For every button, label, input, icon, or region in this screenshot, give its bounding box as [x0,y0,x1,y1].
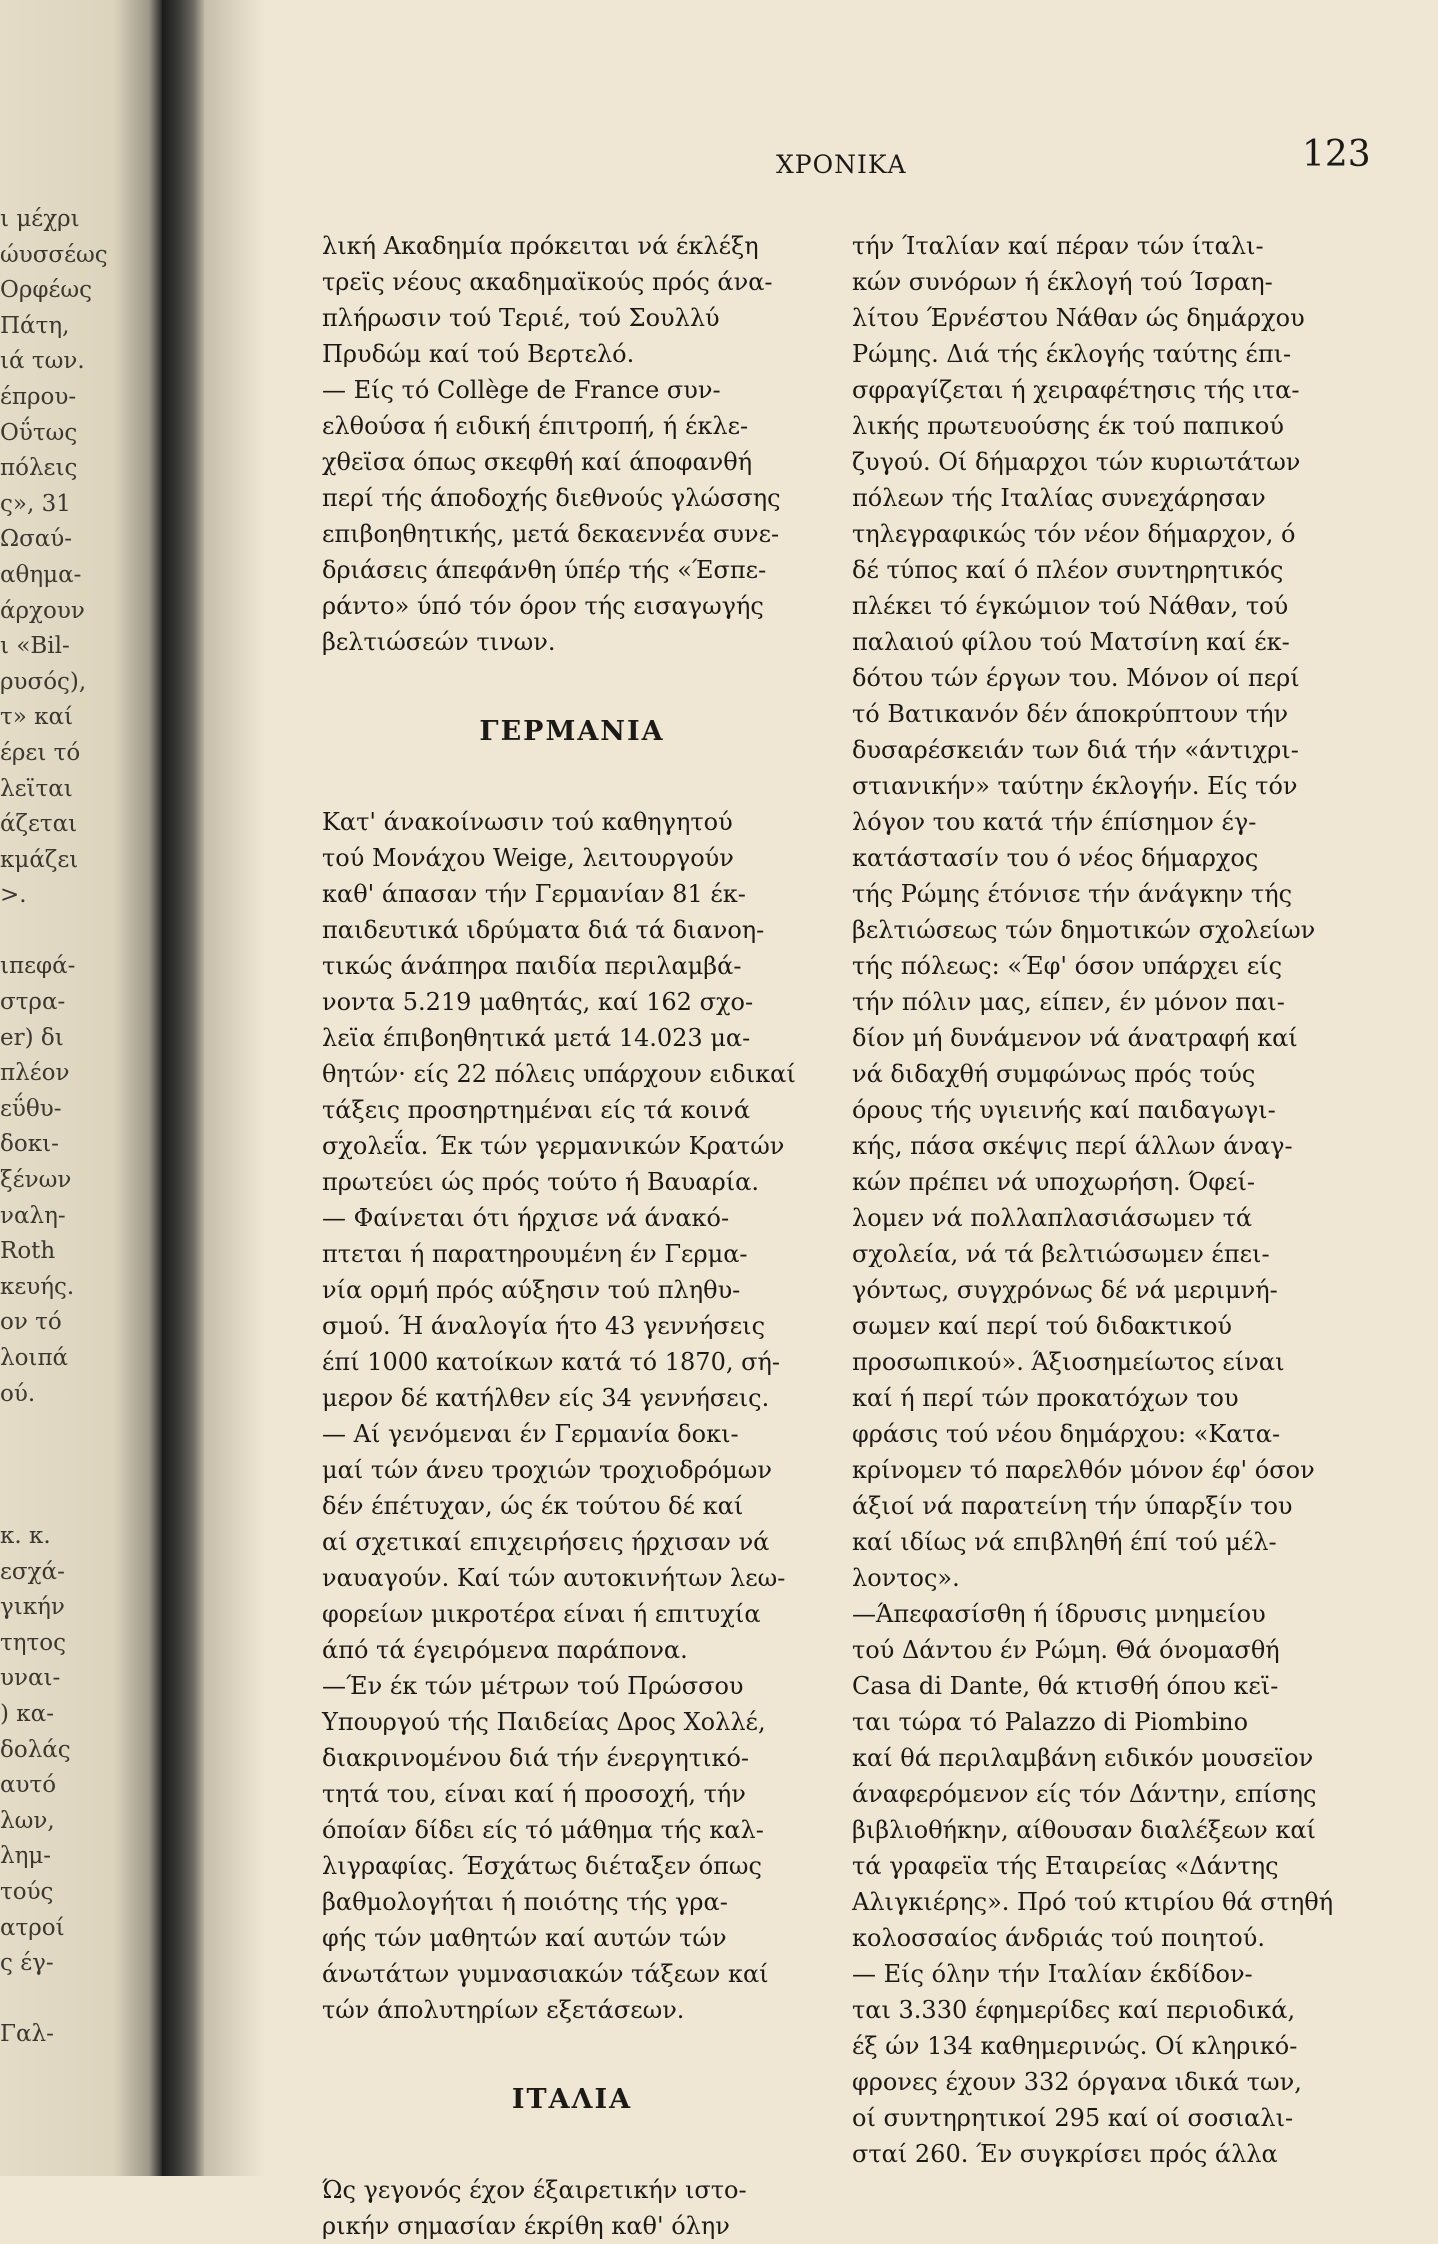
facing-page-line [0,914,162,950]
text-line: θητών· είς 22 πόλεις υπάρχουν ειδικαί [322,1060,796,1088]
text-line: διακρινομένου διά τήν ένεργητικό- [322,1744,750,1772]
facing-page-line: ρυσός), [0,668,87,695]
text-line: Κατ' άνακοίνωσιν τού καθηγητού [322,808,733,836]
text-line: όρους τής υγιεινής καί παιδαγωγι- [852,1096,1276,1124]
text-line: τήν πόλιν μας, είπεν, έν μόνον παι- [852,988,1285,1016]
facing-page-line: ιά των. [0,348,85,375]
text-line: χθεϊσα όπως σκεφθή καί άποφανθή [322,448,753,476]
text-line: —Άπεφασίσθη ή ίδρυσις μνημείου [852,1600,1266,1628]
text-line: — Είς όλην τήν Ιταλίαν έκδίδον- [852,1960,1253,1988]
facing-page-line: κ. κ. [0,1522,51,1549]
facing-page-line: ι μέχρι [0,206,80,232]
text-line: κολοσσαίος άνδριάς τού ποιητού. [852,1924,1265,1952]
facing-page-line: λεϊται [0,775,73,802]
text-line: σχολεΐα. Έκ τών γερμανικών Κρατών [322,1132,785,1160]
facing-page-line: λοιπά [0,1345,69,1371]
text-line: αί σχετικαί επιχειρήσεις ήρχισαν νά [322,1528,770,1556]
facing-page-line: λημ- [0,1843,52,1870]
facing-page-line [0,1448,162,1484]
facing-page-line [0,1412,162,1448]
facing-page-line: er) δι [0,1024,64,1051]
running-head: ΧΡΟΝΙΚΑ [776,150,907,179]
text-line: πόλεων τής Ιταλίας συνεχάρησαν [852,484,1266,512]
text-line: γόντως, συγχρόνως δέ νά μεριμνή- [852,1276,1278,1304]
text-line: τού Μονάχου Weige, λειτουργούν [322,844,734,872]
text-line: πλέκει τό έγκώμιον τού Νάθαν, τού [852,592,1289,620]
facing-page-line: πλέον [0,1060,70,1087]
text-line: ται 3.330 έφημερίδες καί περιοδικά, [852,1996,1296,2024]
section-heading-germany: ΓΕΡΜΑΝΙΑ [479,716,665,747]
facing-page-line: Ωσαύ- [0,526,73,553]
text-line: έξ ών 134 καθημερινώς. Οί κληρικό- [852,2032,1298,2060]
text-line: νία ορμή πρός αύξησιν τού πληθυ- [322,1276,741,1304]
italy-section-start [322,2172,822,2244]
text-line: οί συντηρητικοί 295 καί οί σοσιαλι- [852,2104,1294,2132]
book-gutter [162,0,204,2176]
facing-page-line: ξένων [0,1167,72,1194]
text-line: φρονες έχουν 332 όργανα ιδικά των, [852,2068,1302,2096]
text-line: δυσαρέσκειάν των διά τήν «άντιχρι- [852,736,1299,764]
facing-page-line: γικήν [0,1594,65,1621]
text-line: μερον δέ κατήλθεν είς 34 γεννήσεις. [322,1384,770,1412]
text-line: τής πόλεως: «Έφ' όσον υπάρχει είς [852,952,1283,980]
text-line: λεϊα έπιβοηθητικά μετά 14.023 μα- [322,1024,751,1052]
text-line: ται τώρα τό Palazzo di Piombino [852,1708,1249,1736]
text-line: — Είς τό Collège de France συν- [322,376,721,404]
facing-page-line: Οΰτως [0,419,78,446]
facing-page-line: ) κα- [0,1700,54,1727]
text-line: άπό τά έγειρόμενα παράπονα. [322,1636,688,1664]
text-line: βαθμολογήται ή ποιότης τής γρα- [322,1888,728,1916]
intro-paragraphs [322,228,822,660]
text-line: άνωτάτων γυμνασιακών τάξεων καί [322,1960,769,1988]
page-number: 123 [1302,134,1371,175]
facing-page-line: ι «Bil- [0,633,70,660]
text-line: άναφερόμενον είς τόν Δάντην, επίσης [852,1780,1317,1808]
text-line: κής, πάσα σκέψις περί άλλων άναγ- [852,1132,1293,1160]
text-line: τά γραφεϊα τής Εταιρείας «Δάντης [852,1852,1279,1880]
text-line: καθ' άπασαν τήν Γερμανίαν 81 έκ- [322,880,746,908]
text-line: νοντα 5.219 μαθητάς, καί 162 σχο- [322,988,754,1016]
facing-page-line: ιπεφά- [0,953,76,980]
text-line: λόγον του κατά τήν έπίσημον έγ- [852,808,1257,836]
facing-page-line: κμάζει [0,846,79,873]
facing-page-line: >. [0,882,27,909]
text-line: όποίαν δίδει είς τό μάθημα τής καλ- [322,1816,764,1844]
facing-page-line: ναλη- [0,1202,66,1229]
text-line: παιδευτικά ιδρύματα διά τά διανοη- [322,916,765,944]
text-line: άξιοί νά παρατείνη τήν ύπαρξίν του [852,1492,1293,1520]
text-line: δέ τύπος καί ό πλέον συντηρητικός [852,556,1284,584]
facing-page-line: κευής. [0,1273,75,1300]
text-line: τάξεις προσηρτημέναι είς τά κοινά [322,1096,751,1124]
facing-page-line: τητος [0,1629,66,1656]
facing-page-line: εσχά- [0,1558,65,1585]
text-line: τού Δάντου έν Ρώμη. Θά όνομασθή [852,1636,1280,1664]
text-line: λοντος». [852,1564,960,1592]
text-line: Υπουργού τής Παιδείας Δρος Χολλέ, [322,1708,766,1736]
text-line: ρικήν σημασίαν έκρίθη καθ' όλην [322,2212,730,2240]
facing-page-line: λων, [0,1807,55,1834]
text-line: φράσις τού νέου δημάρχου: «Κατα- [852,1420,1281,1448]
facing-page-line: αθημα- [0,561,82,588]
text-line: σωμεν καί περί τού διδακτικού [852,1312,1232,1340]
facing-page-line: άζεται [0,811,78,838]
text-line: νά διδαχθή συμφώνως πρός τούς [852,1060,1256,1088]
text-line: κατάστασίν του ό νέος δήμαρχος [852,844,1259,872]
text-line: ζυγού. Οί δήμαρχοι τών κυριωτάτων [852,448,1301,476]
text-line: βελτιώσεως τών δημοτικών σχολείων [852,916,1316,944]
text-line: σφραγίζεται ή χειραφέτησις τής ιτα- [852,376,1300,404]
facing-page-line: Roth [0,1238,56,1265]
text-column-left [322,228,822,2244]
text-line: προσωπικού». Άξιοσημείωτος είναι [852,1348,1285,1376]
text-line: τρεϊς νέους ακαδημαϊκούς πρός άνα- [322,268,773,296]
facing-page-line: ς», 31 [0,490,71,517]
text-line: δέν έπέτυχαν, ώς έκ τούτου δέ καί [322,1492,744,1520]
facing-page-text [0,202,162,2053]
text-line: κρίνομεν τό παρελθόν μόνον έφ' όσον [852,1456,1315,1484]
text-line: λομεν νά πολλαπλασιάσωμεν τά [852,1204,1253,1232]
facing-page-line [0,1483,162,1519]
text-line: Ρώμης. Διά τής έκλογής ταύτης έπι- [852,340,1292,368]
facing-page-line: ώυσσέως [0,241,108,268]
text-line: σχολεία, νά τά βελτιώσωμεν έπει- [852,1240,1270,1268]
facing-page-line: δολάς [0,1736,71,1763]
facing-page-line: εΰθυ- [0,1095,62,1122]
text-line: τικώς άνάπηρα παιδία περιλαμβά- [322,952,742,980]
facing-page-line: άρχουν [0,597,85,624]
text-line: λίτου Έρνέστου Νάθαν ώς δημάρχου [852,304,1305,332]
text-line: περί τής άποδοχής διεθνούς γλώσσης [322,484,781,512]
text-line: έπί 1000 κατοίκων κατά τό 1870, σή- [322,1348,780,1376]
facing-page-line: υναι- [0,1665,61,1692]
text-line: — Φαίνεται ότι ήρχισε νά άνακό- [322,1204,730,1232]
facing-page-line: στρα- [0,989,66,1016]
text-line: φορείων μικροτέρα είναι ή επιτυχία [322,1600,761,1628]
facing-page-line: τούς [0,1878,54,1905]
facing-page-line: ατροί [0,1914,65,1941]
facing-page-line [0,1982,162,2018]
text-line: τηλεγραφικώς τόν νέον δήμαρχον, ό [852,520,1296,548]
text-line: λικής πρωτευούσης έκ τού παπικού [852,412,1284,440]
text-line: τών άπολυτηρίων εξετάσεων. [322,1996,685,2024]
text-column-right [852,228,1372,2172]
facing-page-fragment [0,0,162,2176]
facing-page-line: ού. [0,1380,36,1407]
text-line: λιγραφίας. Έσχάτως διέταξεν όπως [322,1852,762,1880]
text-line: παλαιού φίλου τού Ματσίνη καί έκ- [852,628,1290,656]
text-line: ράντο» ύπό τόν όρον τής εισαγωγής [322,592,764,620]
text-line: σμού. Ή άναλογία ήτο 43 γεννήσεις [322,1312,766,1340]
text-line: κών πρέπει νά υποχωρήση. Όφεί- [852,1168,1256,1196]
text-line: τής Ρώμης έτόνισε τήν άνάγκην τής [852,880,1293,908]
text-line: μαί τών άνευ τροχιών τροχιοδρόμων [322,1456,772,1484]
text-line: βιβλιοθήκην, αίθουσαν διαλέξεων καί [852,1816,1316,1844]
text-line: καί θά περιλαμβάνη ειδικόν μουσεϊον [852,1744,1314,1772]
text-line: δότου τών έργων του. Μόνον οί περί [852,664,1300,692]
text-line: Ώς γεγονός έχον έξαιρετικήν ιστο- [322,2176,747,2204]
facing-page-line: έπρου- [0,383,77,410]
facing-page-line: ον τό [0,1309,62,1336]
text-line: τητά του, είναι καί ή προσοχή, τήν [322,1780,746,1808]
text-line: πλήρωσιν τού Τεριέ, τού Σουλλύ [322,304,720,332]
text-line: στιανικήν» ταύτην έκλογήν. Είς τόν [852,772,1298,800]
text-line: Πρυδώμ καί τού Βερτελό. [322,340,635,368]
text-line: — Αί γενόμεναι έν Γερμανία δοκι- [322,1420,739,1448]
text-line: —Έν έκ τών μέτρων τού Πρώσσου [322,1672,744,1700]
text-line: κών συνόρων ή έκλογή τού Ίσραη- [852,268,1273,296]
text-line: ναυαγούν. Καί τών αυτοκινήτων λεω- [322,1564,786,1592]
text-line: ελθούσα ή ειδική έπιτροπή, ή έκλε- [322,412,749,440]
text-line: λική Ακαδημία πρόκειται νά έκλέξη [322,232,759,260]
text-line: τό Βατικανόν δέν άποκρύπτουν τήν [852,700,1289,728]
text-line: πτεται ή παρατηρουμένη έν Γερμα- [322,1240,748,1268]
text-line: Αλιγκιέρης». Πρό τού κτιρίου θά στηθή [852,1888,1334,1916]
facing-page-line: πόλεις [0,455,78,482]
text-line: τήν Ίταλίαν καί πέραν τών ίταλι- [852,232,1264,260]
text-line: σταί 260. Έν συγκρίσει πρός άλλα [852,2140,1278,2168]
text-line: Casa di Dante, θά κτισθή όπου κεϊ- [852,1672,1279,1700]
section-heading-italy: ΙΤΑΛΙΑ [511,2084,633,2115]
text-line: καί ιδίως νά επιβληθή έπί τού μέλ- [852,1528,1277,1556]
facing-page-line: έρει τό [0,739,81,766]
facing-page-line: αυτό [0,1772,57,1799]
text-line: φής τών μαθητών καί αυτών τών [322,1924,727,1952]
facing-page-line: Ορφέως [0,277,93,304]
text-line: επιβοηθητικής, μετά δεκαεννέα συνε- [322,520,780,548]
text-line: δίον μή δυνάμενον νά άνατραφή καί [852,1024,1298,1052]
text-line: πρωτεύει ώς πρός τούτο ή Βαυαρία. [322,1168,759,1196]
text-line: δριάσεις άπεφάνθη ύπέρ τής «Έσπε- [322,556,767,584]
facing-page-line: ς έγ- [0,1950,54,1977]
facing-page-line: Γαλ- [0,2021,54,2048]
facing-page-line: Πάτη, [0,312,70,339]
facing-page-line: τ» καί [0,704,74,731]
text-line: βελτιώσεών τινων. [322,628,556,656]
page-curve-shadow [204,0,264,2176]
facing-page-line: δοκι- [0,1131,59,1158]
text-line: καί ή περί τών προκατόχων του [852,1384,1239,1412]
germany-section [322,804,822,2028]
